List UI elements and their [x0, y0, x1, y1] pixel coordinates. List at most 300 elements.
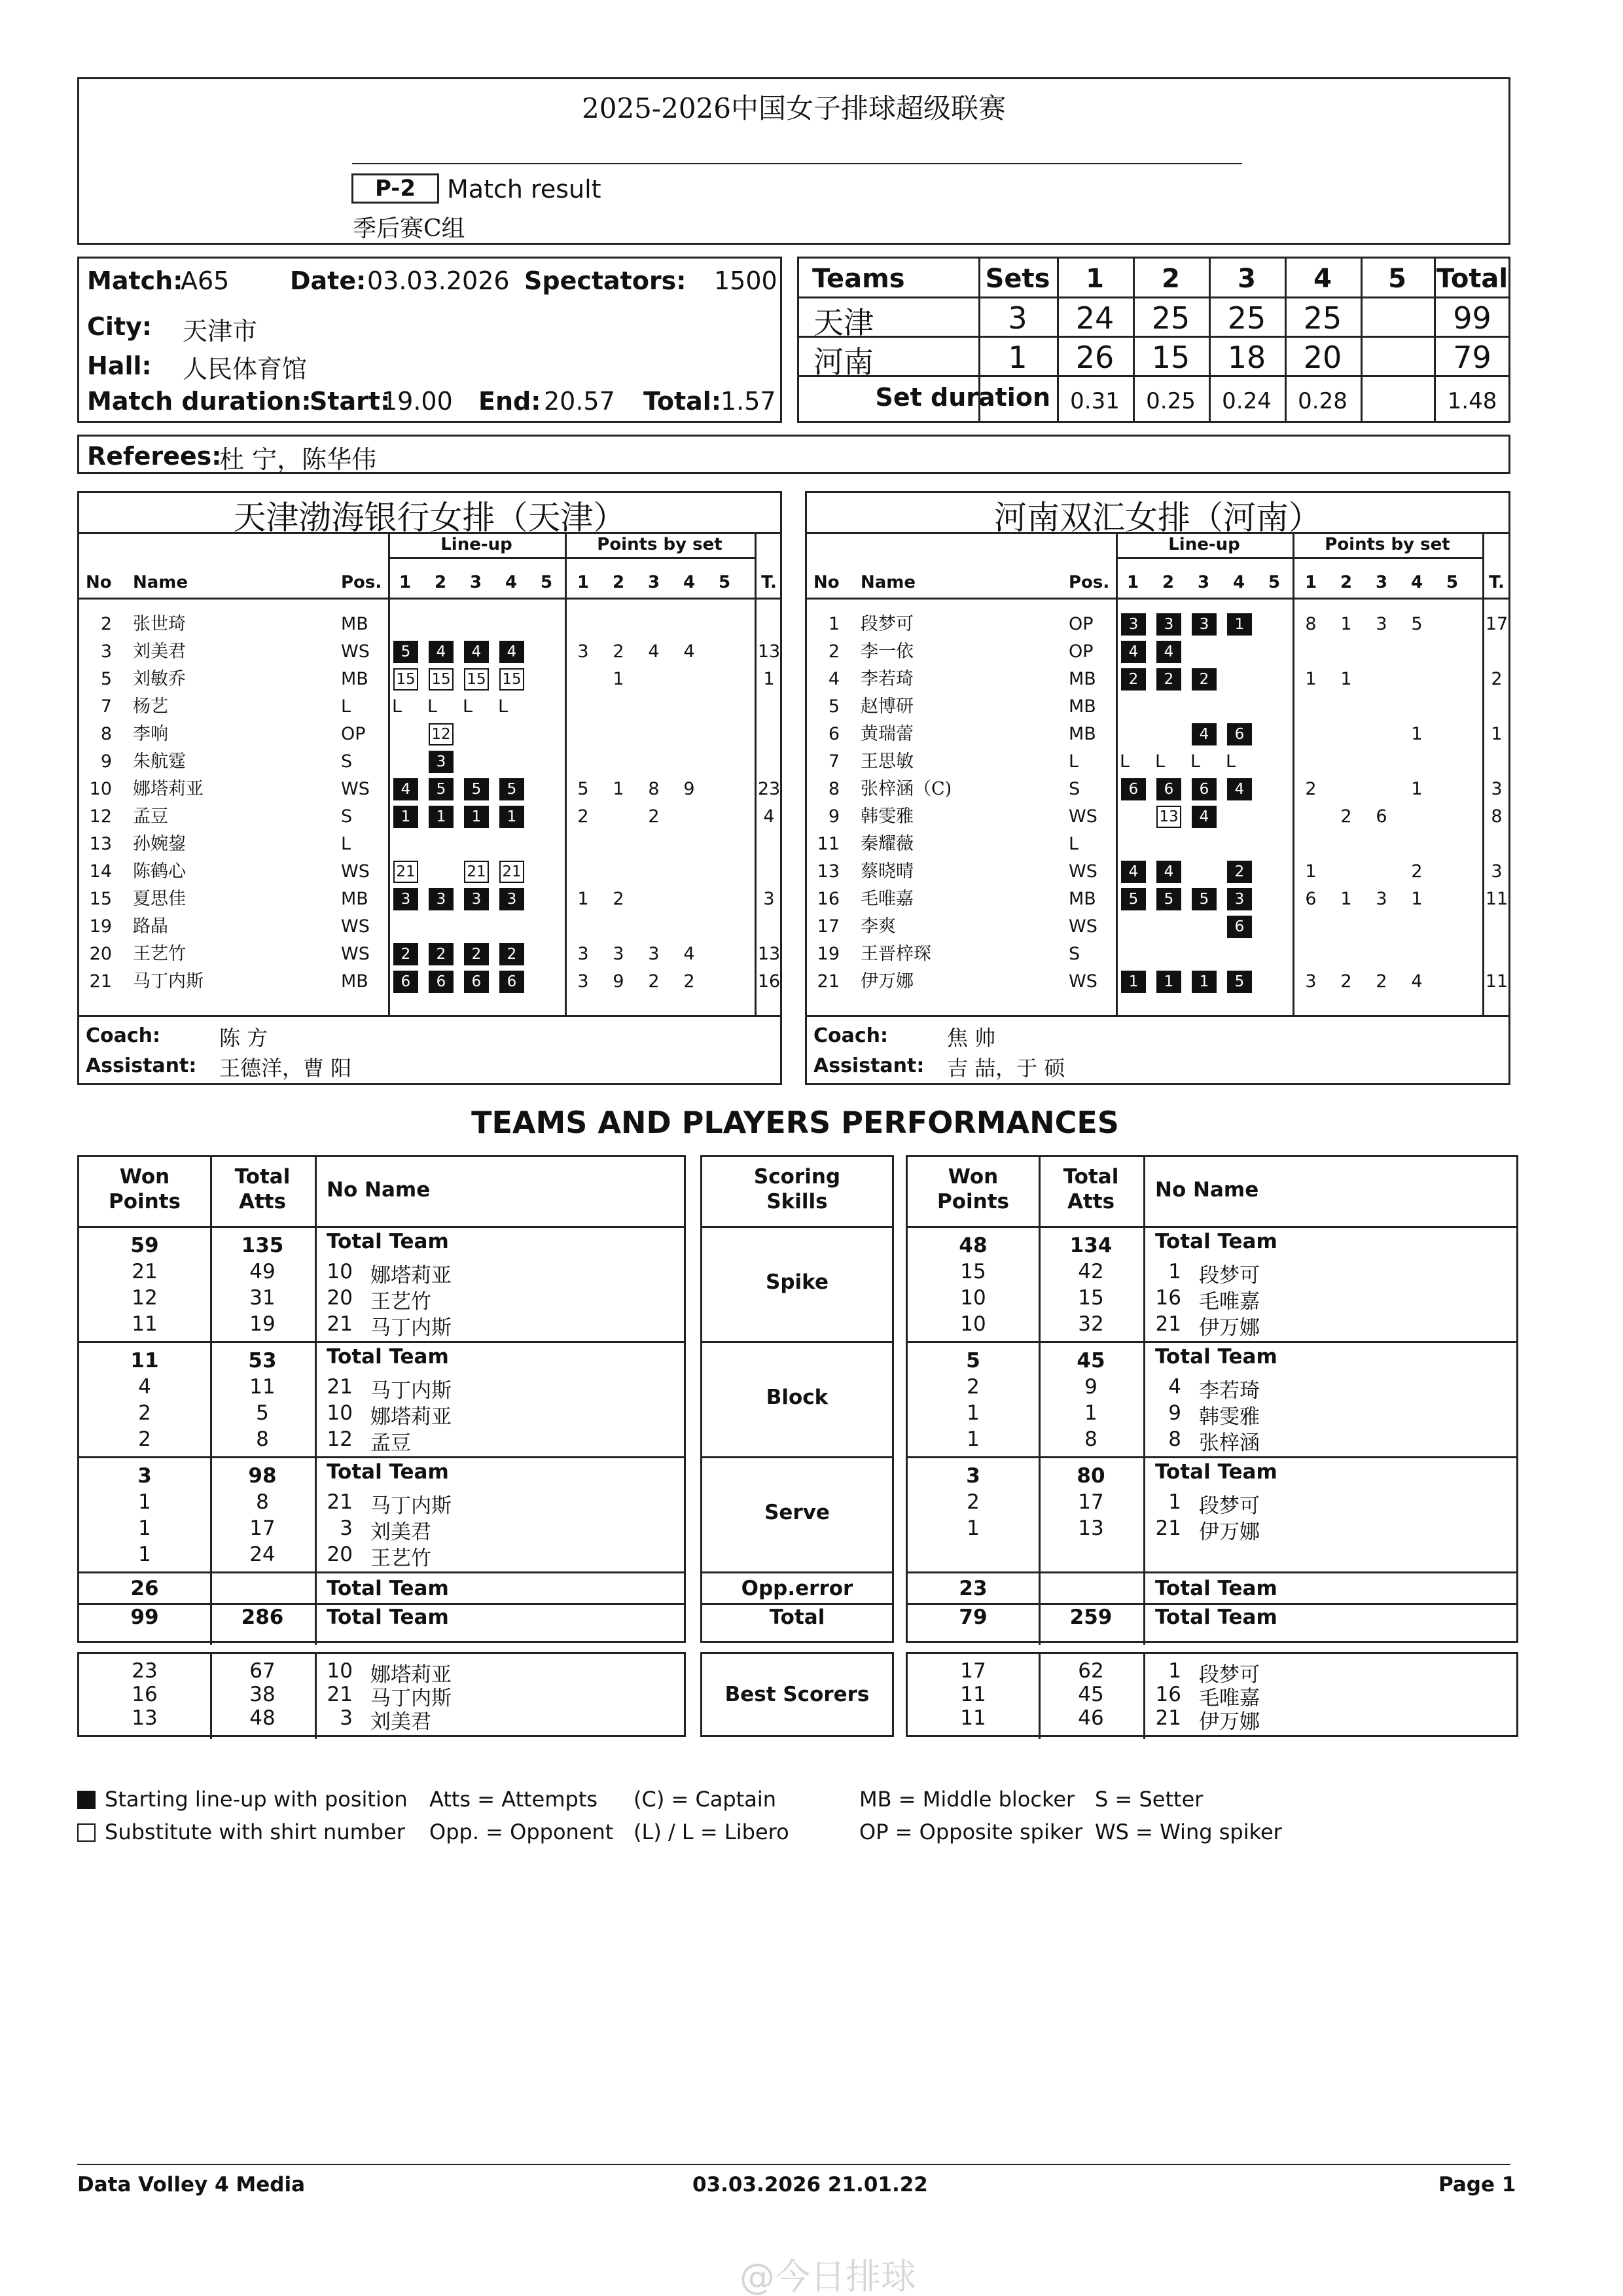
score-header: 4	[1313, 264, 1332, 294]
player-name: 秦耀薇	[861, 834, 914, 854]
starting-position-badge: 1	[1227, 613, 1252, 636]
player-set-points: 2	[613, 641, 624, 662]
player-set-points: 1	[1340, 889, 1352, 909]
referees-names: 杜 宁，陈华伟	[219, 445, 377, 474]
player-pos: WS	[341, 861, 370, 882]
player-set-points: 2	[1340, 806, 1352, 827]
best-atts: 46	[1078, 1706, 1104, 1730]
perf-sep	[908, 1603, 1516, 1605]
player-total-points: 11	[1485, 971, 1508, 992]
score-row-line	[799, 336, 1508, 338]
substitute-badge: 12	[429, 723, 454, 745]
perf-sep	[79, 1571, 684, 1573]
roster-line	[388, 557, 755, 559]
player-set-points: 2	[1305, 779, 1317, 799]
player-name: 孟豆	[133, 806, 168, 827]
total-attempts: 9	[1084, 1375, 1097, 1399]
away-coach: 焦 帅	[947, 1026, 996, 1050]
best-player-name: 段梦可	[1199, 1663, 1260, 1687]
total-attempts: 80	[1077, 1464, 1105, 1488]
opp-error-won: 23	[959, 1577, 988, 1600]
best-won: 13	[132, 1706, 158, 1730]
footer-left: Data Volley 4 Media	[77, 2173, 306, 2197]
won-points: 3	[137, 1464, 152, 1488]
libero-mark: L	[392, 696, 402, 717]
player-pos: WS	[1069, 916, 1097, 937]
starting-position-badge: 3	[1121, 613, 1146, 636]
phase-label: 季后赛C组	[353, 215, 465, 242]
player-set-points: 5	[1411, 614, 1423, 634]
starting-position-badge: 6	[499, 971, 524, 993]
perf-sep	[702, 1571, 892, 1573]
end-time: 20.57	[544, 387, 615, 416]
won-points: 11	[130, 1349, 159, 1372]
empty-square-icon	[77, 1823, 96, 1842]
player-set-points: 1	[1305, 669, 1317, 689]
best-player-no: 1	[1168, 1659, 1181, 1683]
won-points: 12	[132, 1286, 158, 1310]
score-team-name: 河南	[813, 344, 874, 380]
player-no: 21	[327, 1375, 353, 1399]
player-total-points: 8	[1491, 806, 1503, 827]
player-pos: WS	[1069, 806, 1097, 827]
away-lineup-set-2: 2	[1162, 573, 1175, 592]
player-name: 马丁内斯	[370, 1316, 452, 1340]
player-total-points: 1	[763, 669, 775, 689]
player-name: 张梓涵	[1199, 1431, 1260, 1455]
total-attempts: 8	[256, 1490, 269, 1514]
score-header: 3	[1238, 264, 1256, 294]
starting-position-badge: 4	[1156, 641, 1181, 663]
player-name: 娜塔莉亚	[370, 1405, 452, 1429]
player-set-points: 2	[1376, 971, 1387, 992]
player-name: 马丁内斯	[133, 971, 204, 992]
starting-position-badge: 3	[429, 751, 454, 773]
away-pos-header: Pos.	[1069, 573, 1110, 592]
performance-title: TEAMS AND PLAYERS PERFORMANCES	[471, 1105, 1119, 1140]
best-won: 17	[960, 1659, 986, 1683]
total-attempts: 135	[241, 1234, 284, 1257]
total-attempts: 42	[1078, 1260, 1104, 1283]
legend-s: S = Setter	[1095, 1787, 1204, 1812]
player-name: 娜塔莉亚	[370, 1264, 452, 1287]
end-label: End:	[478, 387, 541, 416]
starting-position-badge: 4	[1227, 778, 1252, 800]
legend	[77, 1787, 1517, 1859]
starting-position-badge: 1	[499, 806, 524, 828]
player-set-points: 3	[577, 641, 589, 662]
starting-position-badge: 4	[1156, 861, 1181, 883]
best-player-no: 21	[1155, 1706, 1181, 1730]
player-name: 马丁内斯	[370, 1494, 452, 1518]
starting-position-badge: 2	[464, 943, 489, 965]
player-set-points: 3	[1376, 614, 1387, 634]
player-no: 20	[327, 1543, 353, 1566]
player-set-points: 1	[577, 889, 589, 909]
player-name: 伊万娜	[1199, 1316, 1260, 1340]
player-total-points: 13	[757, 944, 781, 964]
referees-label: Referees:	[87, 442, 222, 471]
total-attempts: 17	[249, 1516, 276, 1540]
best-atts: 45	[1078, 1683, 1104, 1706]
best-won: 11	[960, 1683, 986, 1706]
home-points-header: Points by set	[597, 535, 722, 554]
away-lineup-set-3: 3	[1197, 573, 1210, 592]
starting-position-badge: 6	[464, 971, 489, 993]
player-name: 娜塔莉亚	[133, 779, 204, 799]
referees-box	[77, 435, 1510, 474]
best-player-name: 刘美君	[370, 1710, 431, 1734]
away-lineup-set-5: 5	[1268, 573, 1281, 592]
starting-position-badge: 4	[464, 641, 489, 663]
starting-position-badge: 5	[429, 778, 454, 800]
best-player-no: 21	[327, 1683, 353, 1706]
won-points: 10	[960, 1312, 986, 1336]
total-atts: 259	[1069, 1605, 1113, 1629]
roster-line	[807, 598, 1508, 600]
won-points-header: Won	[119, 1165, 170, 1189]
score-set-1: 24	[1075, 300, 1115, 336]
player-set-points: 3	[613, 944, 624, 964]
best-label-block	[700, 1652, 894, 1737]
player-name: 孙婉鋆	[133, 834, 186, 854]
player-no: 21	[327, 1490, 353, 1514]
best-atts: 67	[249, 1659, 276, 1683]
starting-position-badge: 2	[429, 943, 454, 965]
footer-center: 03.03.2026 21.01.22	[692, 2173, 928, 2197]
best-atts: 38	[249, 1683, 276, 1706]
starting-position-badge: 4	[1192, 723, 1217, 745]
opp-error-skill-label: Opp.error	[741, 1577, 853, 1600]
player-pos: L	[341, 696, 351, 717]
substitute-badge: 15	[464, 668, 489, 691]
player-name: 段梦可	[1199, 1494, 1260, 1518]
player-no: 7	[100, 696, 112, 717]
starting-position-badge: 6	[1121, 778, 1146, 800]
player-no: 11	[817, 834, 840, 854]
player-no: 3	[340, 1516, 353, 1540]
home-points-set-1: 1	[577, 573, 590, 592]
score-set-4: 25	[1303, 300, 1342, 336]
player-pos: S	[341, 751, 353, 772]
total-attempts: 11	[249, 1375, 276, 1399]
libero-mark: L	[1226, 751, 1236, 772]
won-points: 1	[967, 1516, 980, 1540]
best-player-name: 娜塔莉亚	[370, 1663, 452, 1687]
total-won: 99	[130, 1605, 159, 1629]
player-name: 王艺竹	[370, 1547, 431, 1570]
set-duration-total: 1.48	[1447, 388, 1497, 414]
player-no: 20	[89, 944, 112, 964]
best-atts: 48	[249, 1706, 276, 1730]
player-name: 王晋梓琛	[861, 944, 931, 964]
player-no: 10	[327, 1260, 353, 1283]
starting-position-badge: 2	[393, 943, 418, 965]
total-attempts: 32	[1078, 1312, 1104, 1336]
perf-col-line	[1143, 1157, 1145, 1645]
filled-square-icon	[77, 1791, 96, 1809]
roster-col-line	[1293, 532, 1294, 1015]
player-no: 8	[1168, 1427, 1181, 1451]
won-points: 10	[960, 1286, 986, 1310]
home-lineup-set-2: 2	[434, 573, 447, 592]
score-sets: 3	[1008, 300, 1027, 336]
home-t-header: T.	[761, 573, 777, 592]
player-no: 6	[828, 724, 840, 744]
best-player-no: 3	[340, 1706, 353, 1730]
player-total-points: 3	[1491, 861, 1503, 882]
player-no: 7	[828, 751, 840, 772]
starting-position-badge: 6	[393, 971, 418, 993]
away-points-set-3: 3	[1375, 573, 1388, 592]
scoring-skills-header: Scoring	[753, 1165, 841, 1189]
player-name: 李若琦	[861, 669, 914, 689]
player-no: 10	[327, 1401, 353, 1425]
home-name-header: Name	[133, 573, 188, 592]
best-atts: 62	[1078, 1659, 1104, 1683]
player-name: 段梦可	[861, 614, 914, 634]
score-set-3: 18	[1227, 340, 1266, 375]
set-duration-2: 0.25	[1146, 388, 1196, 414]
set-duration-4: 0.28	[1298, 388, 1347, 414]
roster-line	[807, 1015, 1508, 1017]
player-name: 王艺竹	[133, 944, 186, 964]
player-pos: S	[341, 806, 353, 827]
won-points: 21	[132, 1260, 158, 1283]
away-coach-label: Coach:	[813, 1024, 889, 1047]
player-name: 韩雯雅	[1199, 1405, 1260, 1429]
player-total-points: 23	[757, 779, 781, 799]
player-set-points: 6	[1305, 889, 1317, 909]
won-points: 2	[138, 1401, 151, 1425]
player-no: 2	[828, 641, 840, 662]
starting-position-badge: 6	[1192, 778, 1217, 800]
player-pos: MB	[341, 669, 368, 689]
home-lineup-set-3: 3	[469, 573, 482, 592]
match-info-box	[77, 257, 782, 423]
skill-label-block: Block	[766, 1386, 829, 1409]
starting-position-badge: 5	[1227, 971, 1252, 993]
libero-mark: L	[1120, 751, 1130, 772]
roster-col-line	[565, 532, 567, 1015]
watermark: @今日排球	[740, 2256, 916, 2296]
away-name-header: Name	[861, 573, 916, 592]
away-points-set-4: 4	[1410, 573, 1423, 592]
competition-title: 2025-2026中国女子排球超级联赛	[582, 92, 1006, 124]
home-points-set-4: 4	[683, 573, 696, 592]
player-pos: MB	[1069, 696, 1096, 717]
perf-away-block	[906, 1155, 1518, 1643]
starting-position-badge: 2	[1227, 861, 1252, 883]
player-set-points: 2	[683, 971, 695, 992]
home-pos-header: Pos.	[341, 573, 382, 592]
perf-sep	[908, 1571, 1516, 1573]
set-duration-1: 0.31	[1070, 388, 1120, 414]
opp-error-team-label: Total Team	[1155, 1577, 1277, 1600]
away-assistant-label: Assistant:	[813, 1054, 925, 1077]
total-team-label: Total Team	[327, 1230, 449, 1253]
player-name: 孟豆	[370, 1431, 411, 1455]
player-pos: MB	[1069, 669, 1096, 689]
player-set-points: 6	[1376, 806, 1387, 827]
roster-col-line	[1116, 532, 1118, 1015]
score-team-name: 天津	[813, 305, 874, 340]
home-points-set-2: 2	[612, 573, 625, 592]
legend-starting-text: Starting line-up with position	[105, 1787, 408, 1812]
player-total-points: 17	[1485, 614, 1508, 634]
away-points-set-1: 1	[1304, 573, 1317, 592]
starting-position-badge: 3	[1192, 613, 1217, 636]
starting-position-badge: 1	[393, 806, 418, 828]
score-table	[797, 257, 1510, 423]
header-box	[77, 77, 1510, 245]
player-no: 21	[89, 971, 112, 992]
best-player-name: 马丁内斯	[370, 1687, 452, 1710]
perf-sep	[702, 1341, 892, 1343]
total-attempts: 1	[1084, 1401, 1097, 1425]
player-pos: MB	[341, 889, 368, 909]
perf-col-line	[315, 1157, 317, 1645]
starting-position-badge: 3	[429, 888, 454, 910]
home-coach-label: Coach:	[86, 1024, 161, 1047]
player-no: 2	[100, 614, 112, 634]
away-points-set-5: 5	[1446, 573, 1459, 592]
player-name: 刘美君	[133, 641, 186, 662]
header-rule	[352, 163, 1242, 164]
score-header: 2	[1162, 264, 1180, 294]
player-name: 李响	[133, 724, 168, 744]
total-label: Total:	[643, 387, 722, 416]
legend-libero: (L) / L = Libero	[633, 1820, 789, 1844]
won-points: 15	[960, 1260, 986, 1283]
away-points-set-2: 2	[1340, 573, 1353, 592]
won-points: 11	[132, 1312, 158, 1336]
player-no: 1	[1168, 1260, 1181, 1283]
starting-position-badge: 6	[1156, 778, 1181, 800]
player-total-points: 4	[763, 806, 775, 827]
home-points-set-3: 3	[647, 573, 660, 592]
total-attempts: 15	[1078, 1286, 1104, 1310]
home-no-header: No	[86, 573, 112, 592]
score-header: 5	[1388, 264, 1406, 294]
starting-position-badge: 5	[1192, 888, 1217, 910]
won-points: 59	[130, 1234, 159, 1257]
best-scorers-label: Best Scorers	[724, 1683, 870, 1706]
total-atts-header-2: Atts	[238, 1190, 287, 1213]
home-lineup-set-5: 5	[540, 573, 553, 592]
player-no: 1	[1168, 1490, 1181, 1514]
libero-mark: L	[1155, 751, 1166, 772]
player-no: 9	[100, 751, 112, 772]
player-no: 5	[100, 669, 112, 689]
total-attempts: 134	[1069, 1234, 1113, 1257]
starting-position-badge: 2	[1156, 668, 1181, 691]
starting-position-badge: 4	[1192, 806, 1217, 828]
match-date: 03.03.2026	[367, 266, 510, 295]
away-assistant: 吉 喆，于 硕	[947, 1056, 1065, 1081]
libero-mark: L	[463, 696, 473, 717]
won-points: 1	[138, 1516, 151, 1540]
player-name: 刘美君	[370, 1520, 431, 1544]
player-name: 李爽	[861, 916, 896, 937]
score-total: 79	[1453, 340, 1491, 375]
total-team-label: Total Team	[327, 1605, 449, 1629]
doc-code: P-2	[351, 173, 439, 204]
total-skill-label: Total	[769, 1605, 825, 1629]
starting-position-badge: 5	[1121, 888, 1146, 910]
best-player-no: 10	[327, 1659, 353, 1683]
starting-position-badge: 4	[393, 778, 418, 800]
starting-position-badge: 1	[1192, 971, 1217, 993]
player-pos: WS	[341, 641, 370, 662]
substitute-badge: 21	[499, 861, 524, 883]
away-lineup-header: Line-up	[1168, 535, 1240, 554]
hall-label: Hall:	[87, 351, 152, 380]
player-set-points: 4	[1411, 971, 1423, 992]
total-attempts: 45	[1077, 1349, 1105, 1372]
starting-position-badge: 5	[499, 778, 524, 800]
score-row-line	[799, 296, 1508, 298]
score-set-4: 20	[1303, 340, 1342, 375]
starting-position-badge: 3	[1156, 613, 1181, 636]
starting-position-badge: 2	[1121, 668, 1146, 691]
starting-position-badge: 1	[1156, 971, 1181, 993]
legend-mb: MB = Middle blocker	[859, 1787, 1075, 1812]
starting-position-badge: 3	[1227, 888, 1252, 910]
player-pos: S	[1069, 779, 1080, 799]
home-lineup-set-4: 4	[505, 573, 518, 592]
away-lineup-set-4: 4	[1232, 573, 1245, 592]
player-set-points: 3	[648, 944, 660, 964]
perf-sep	[79, 1456, 684, 1458]
player-pos: OP	[341, 724, 366, 744]
legend-substitute-text: Substitute with shirt number	[105, 1820, 405, 1844]
substitute-badge: 21	[393, 861, 418, 883]
player-set-points: 5	[577, 779, 589, 799]
start-time: 19.00	[382, 387, 453, 416]
player-no: 3	[100, 641, 112, 662]
total-duration: 1.57	[721, 387, 776, 416]
score-row-line	[799, 375, 1508, 377]
legend-op: OP = Opposite spiker	[859, 1820, 1083, 1844]
total-attempts: 24	[249, 1543, 276, 1566]
total-atts-header: Total	[234, 1165, 291, 1189]
total-atts-header-2: Atts	[1067, 1190, 1115, 1213]
player-name: 刘敏乔	[133, 669, 186, 689]
roster-line	[1116, 557, 1482, 559]
player-no: 20	[327, 1286, 353, 1310]
perf-skill-block	[700, 1155, 894, 1643]
legend-starting	[77, 1787, 408, 1812]
player-name: 张梓涵（C)	[861, 779, 952, 799]
player-no: 21	[817, 971, 840, 992]
player-no: 16	[1155, 1286, 1181, 1310]
player-pos: L	[341, 834, 351, 854]
player-name: 蔡晓晴	[861, 861, 914, 882]
player-no: 21	[1155, 1312, 1181, 1336]
match-no: A65	[181, 266, 230, 295]
player-set-points: 3	[1305, 971, 1317, 992]
player-total-points: 2	[1491, 669, 1503, 689]
set-duration-label: Set duration	[875, 383, 1050, 412]
skill-label-spike: Spike	[766, 1270, 829, 1294]
won-points: 1	[967, 1427, 980, 1451]
roster-line	[79, 598, 780, 600]
player-total-points: 1	[1491, 724, 1503, 744]
player-no: 15	[89, 889, 112, 909]
roster-home	[77, 491, 782, 1085]
total-attempts: 5	[256, 1401, 269, 1425]
